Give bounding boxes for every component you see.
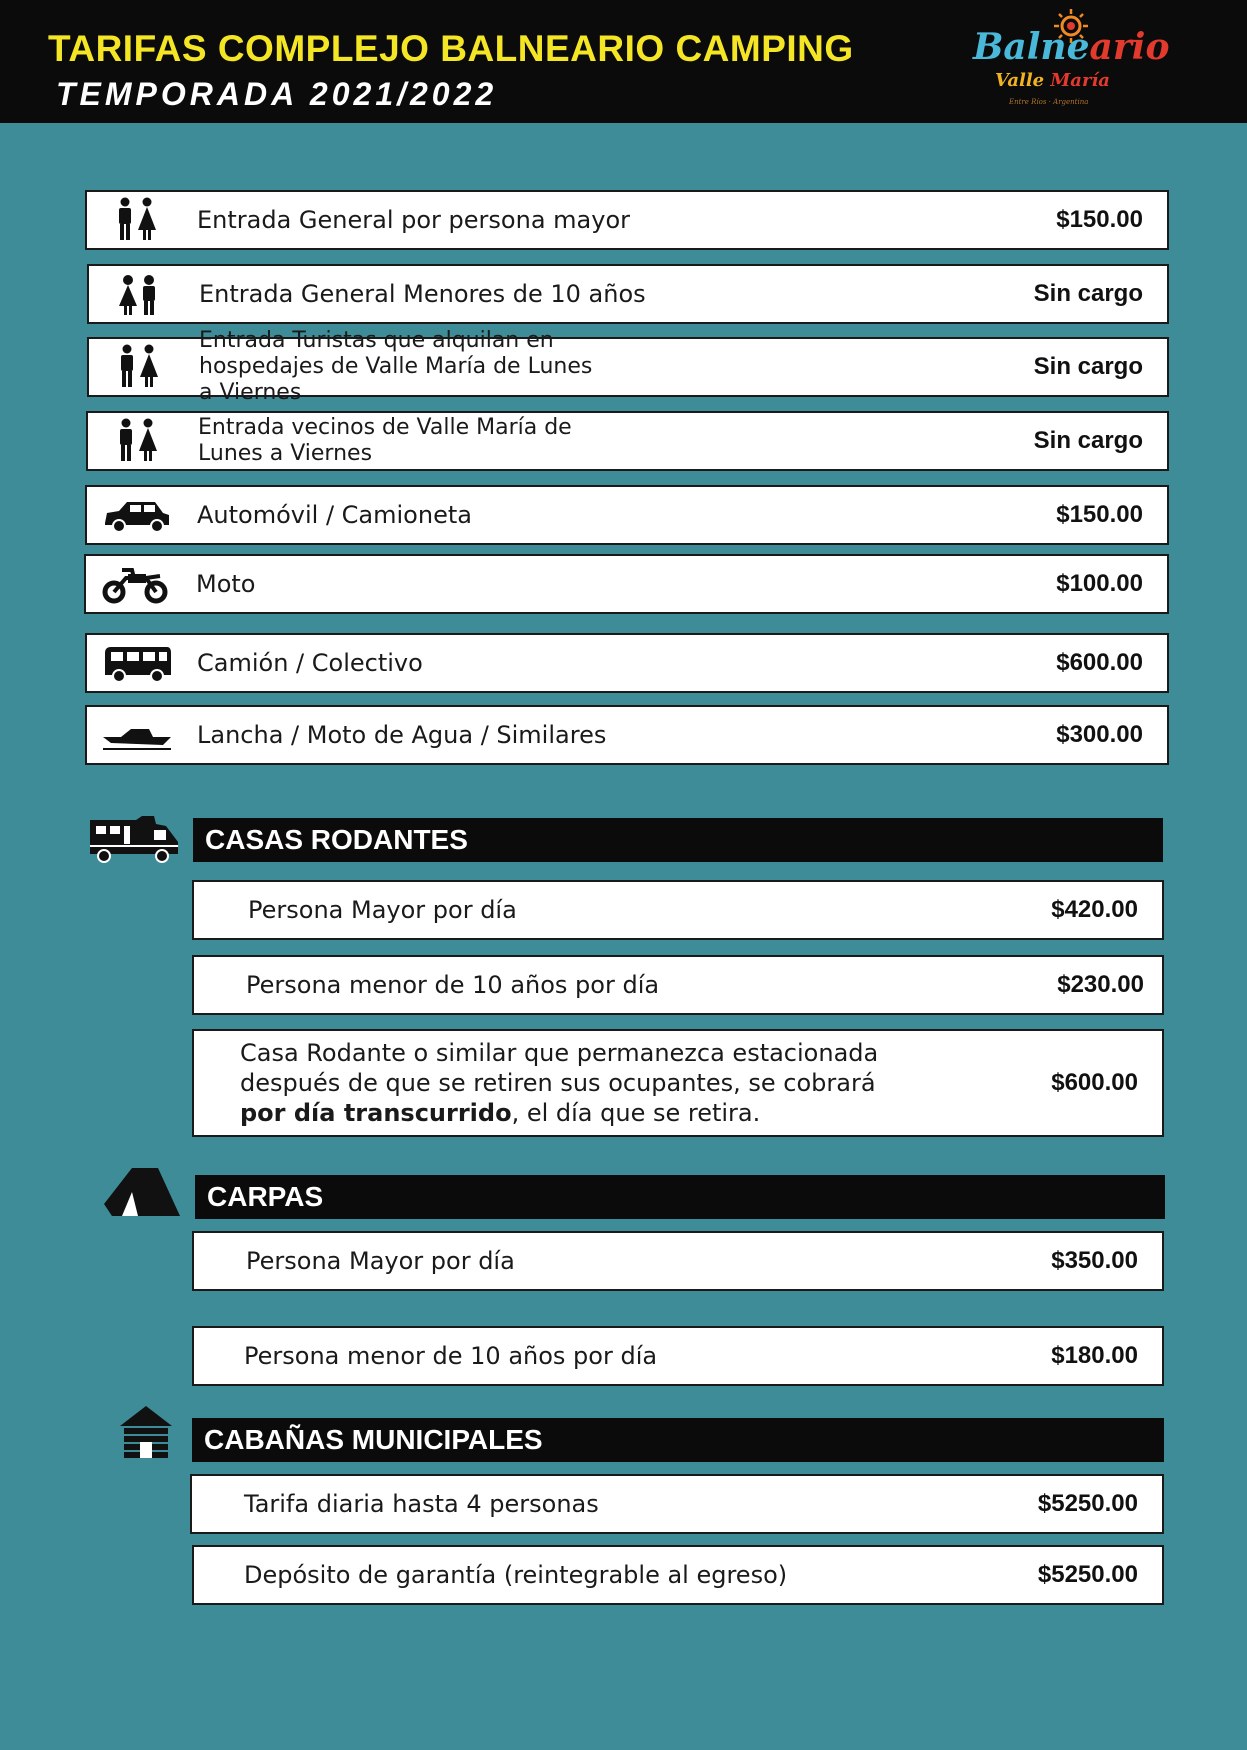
rate-price: $600.00 xyxy=(1056,649,1143,676)
rate-label: Depósito de garantía (reintegrable al egreso) xyxy=(244,1561,788,1589)
rate-label: Entrada Turistas que alquilan en hospedajes de Valle María de Lunes a Viernes xyxy=(199,328,593,405)
rate-label: Persona Mayor por día xyxy=(248,896,517,924)
rate-label: Tarifa diaria hasta 4 personas xyxy=(244,1490,599,1518)
rate-price: $5250.00 xyxy=(1037,1561,1138,1588)
rate-row-bus xyxy=(85,633,1169,693)
rate-label: Entrada General por persona mayor xyxy=(197,206,630,234)
rate-row-boat xyxy=(85,705,1169,765)
rate-label: Entrada General Menores de 10 años xyxy=(199,280,646,308)
section-carpas: CARPAS xyxy=(195,1175,1165,1219)
rate-row-motorhome-parked xyxy=(192,1029,1164,1137)
neighbors-icon xyxy=(102,417,174,465)
bus-icon xyxy=(101,639,173,687)
rate-row-cabin-deposit xyxy=(192,1545,1164,1605)
rate-row-motorcycle xyxy=(84,554,1169,614)
cabin-icon xyxy=(118,1404,174,1460)
header-banner xyxy=(0,0,1247,123)
logo-name-part-b: ario xyxy=(1089,26,1170,68)
rate-price: Sin cargo xyxy=(1033,280,1143,307)
logo-footer: Entre Ríos · Argentina xyxy=(1009,98,1089,106)
section-casas-rodantes: CASAS RODANTES xyxy=(193,818,1163,862)
rate-price: $420.00 xyxy=(1051,896,1138,923)
rate-price: $230.00 xyxy=(1057,971,1144,998)
rate-row-cabin-daily xyxy=(190,1474,1164,1534)
rate-label-part-a: Casa Rodante o similar que permanezca estacionada después de que se retiren sus ocupantes, se cobrará xyxy=(240,1039,879,1097)
motorcycle-icon xyxy=(100,560,172,608)
logo-sub-part-b: María xyxy=(1050,70,1110,91)
rate-row-adult-entry xyxy=(85,190,1169,250)
page-title: TARIFAS COMPLEJO BALNEARIO CAMPING xyxy=(48,28,854,69)
rate-label: Entrada vecinos de Valle María de Lunes a Viernes xyxy=(198,415,572,466)
rate-label: Lancha / Moto de Agua / Similares xyxy=(197,721,607,749)
rate-row-motorhome-adult xyxy=(192,880,1164,940)
rate-row-tent-child xyxy=(192,1326,1164,1386)
rate-label: Persona Mayor por día xyxy=(246,1247,515,1275)
rate-label: Persona menor de 10 años por día xyxy=(244,1342,658,1370)
rate-label xyxy=(240,1038,922,1128)
rate-label-part-b: , el día que se retira. xyxy=(511,1099,761,1127)
rate-price: $300.00 xyxy=(1056,721,1143,748)
rate-row-children-entry xyxy=(87,264,1169,324)
rate-price: Sin cargo xyxy=(1033,353,1143,380)
logo-name xyxy=(973,26,1170,68)
rate-price: $150.00 xyxy=(1056,206,1143,233)
logo-subname xyxy=(995,70,1110,91)
rate-label: Camión / Colectivo xyxy=(197,649,423,677)
rate-label-bold: por día transcurrido xyxy=(240,1099,512,1127)
rate-row-tent-adult xyxy=(192,1231,1164,1291)
rate-price: $180.00 xyxy=(1051,1342,1138,1369)
rate-row-motorhome-child xyxy=(192,955,1164,1015)
rate-row-neighbors-entry xyxy=(86,411,1169,471)
logo-name-part-a: Balne xyxy=(973,26,1090,68)
rate-price: $600.00 xyxy=(1051,1069,1138,1096)
tent-icon xyxy=(102,1166,182,1218)
balneario-logo xyxy=(965,6,1170,112)
rate-row-car xyxy=(85,485,1169,545)
motorhome-icon xyxy=(88,814,180,864)
boat-icon xyxy=(101,711,173,759)
rate-row-tourists-entry xyxy=(87,328,1169,405)
rate-label: Automóvil / Camioneta xyxy=(197,501,472,529)
tourists-icon xyxy=(103,343,175,391)
rate-price: $5250.00 xyxy=(1037,1490,1138,1517)
adults-icon xyxy=(101,196,173,244)
rate-price: $100.00 xyxy=(1056,570,1143,597)
section-cabanas-municipales: CABAÑAS MUNICIPALES xyxy=(192,1418,1164,1462)
rate-price: $350.00 xyxy=(1051,1247,1138,1274)
logo-sub-part-a: Valle xyxy=(995,70,1051,91)
rate-price: $150.00 xyxy=(1056,501,1143,528)
rate-label: Persona menor de 10 años por día xyxy=(246,971,660,999)
car-icon xyxy=(101,491,173,539)
season-subtitle: TEMPORADA 2021/2022 xyxy=(56,76,498,112)
rate-price: Sin cargo xyxy=(1033,427,1143,454)
rate-label: Moto xyxy=(196,570,256,598)
children-icon xyxy=(103,270,175,318)
